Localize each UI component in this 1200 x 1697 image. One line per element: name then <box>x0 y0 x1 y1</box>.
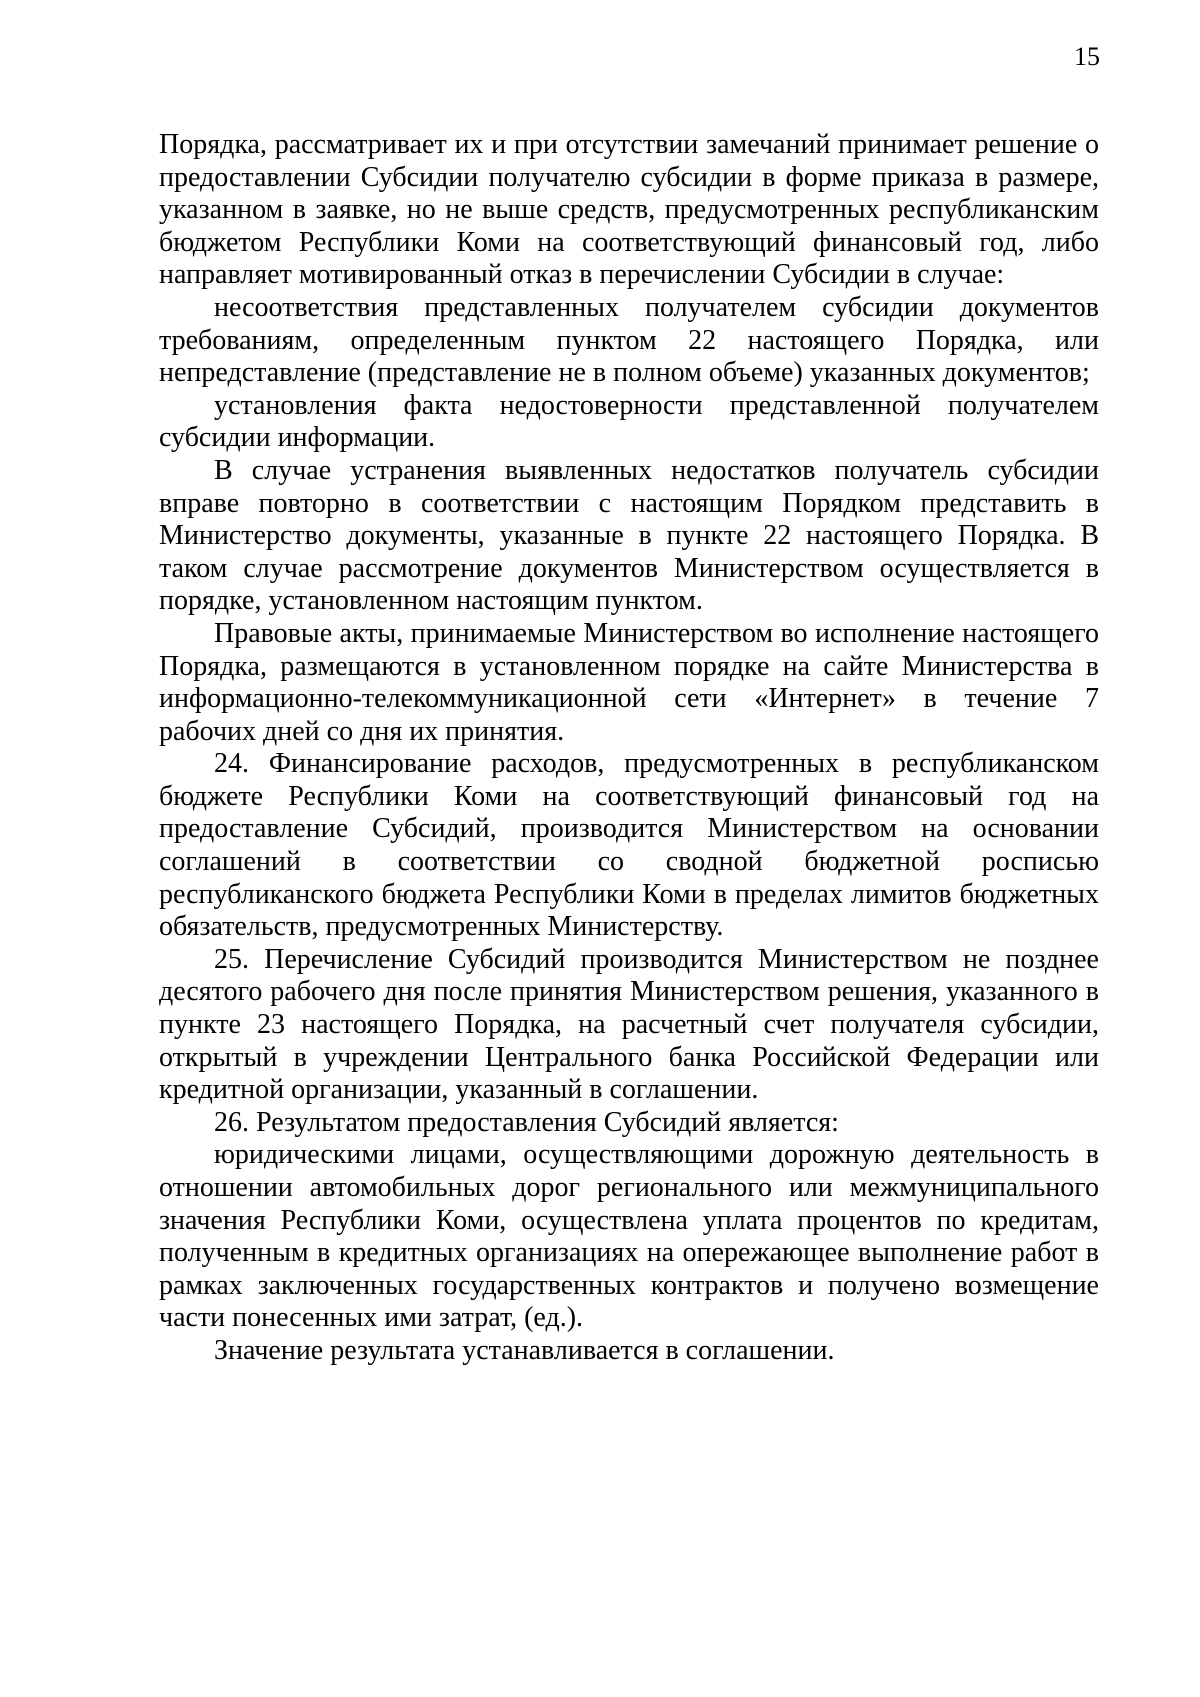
paragraph-clause-25: 25. Перечисление Субсидий производится Министерством не позднее десятого рабочего дня после принятия Министерством решения, указанного в пункте 23 настоящего Порядка, на расчетный счет получателя субсидии, открытый в учреждении Центрального банка Российской Федерации или кредитной организации, указанный в соглашении. <box>159 943 1099 1106</box>
paragraph-result-value: Значение результата устанавливается в соглашении. <box>214 1334 835 1366</box>
paragraph-resubmission: В случае устранения выявленных недостатков получатель субсидии вправе повторно в соответствии с настоящим Порядком представить в Министерство документы, указанные в пункте 22 настоящего Порядка. В таком случае рассмотрение документов Министерством осуществляется в порядке, установленном настоящим пунктом. <box>159 454 1099 617</box>
paragraph-continuation: Порядка, рассматривает их и при отсутствии замечаний принимает решение о предоставлении Субсидии получателю субсидии в форме приказа в размере, указанном в заявке, но не выше средств, предусмотренных республиканским бюджетом Республики Коми на соответствующий финансовый год, либо направляет мотивированный отказ в перечислении Субсидии в случае: <box>159 129 1099 291</box>
paragraph-refusal-ground-information: установления факта недостоверности представленной получателем субсидии информации. <box>159 389 1099 454</box>
page-number: 15 <box>1074 42 1100 71</box>
paragraph-legal-acts: Правовые акты, принимаемые Министерством во исполнение настоящего Порядка, размещаются в установленном порядке на сайте Министерства в информационно-телекоммуникационной сети «Интернет» в течение 7 рабочих дней со дня их принятия. <box>159 617 1099 747</box>
paragraph-result-description: юридическими лицами, осуществляющими дорожную деятельность в отношении автомобильных дорог регионального или межмуниципального значения Республики Коми, осуществлена уплата процентов по кредитам, полученным в кредитных организациях на опережающее выполнение работ в рамках заключенных государственных контрактов и получено возмещение части понесенных ими затрат, (ед.). <box>159 1139 1099 1334</box>
paragraph-refusal-ground-documents: несоответствия представленных получателем субсидии документов требованиям, определенным пунктом 22 настоящего Порядка, или непредставление (представление не в полном объеме) указанных документов; <box>159 291 1099 389</box>
document-body <box>159 129 1099 1368</box>
paragraph-clause-24: 24. Финансирование расходов, предусмотренных в республиканском бюджете Республики Коми на соответствующий финансовый год на предоставление Субсидий, производится Министерством на основании соглашений в соответствии со сводной бюджетной росписью республиканского бюджета Республики Коми в пределах лимитов бюджетных обязательств, предусмотренных Министерству. <box>159 748 1099 943</box>
paragraph-clause-26: 26. Результатом предоставления Субсидий является: <box>214 1106 839 1138</box>
